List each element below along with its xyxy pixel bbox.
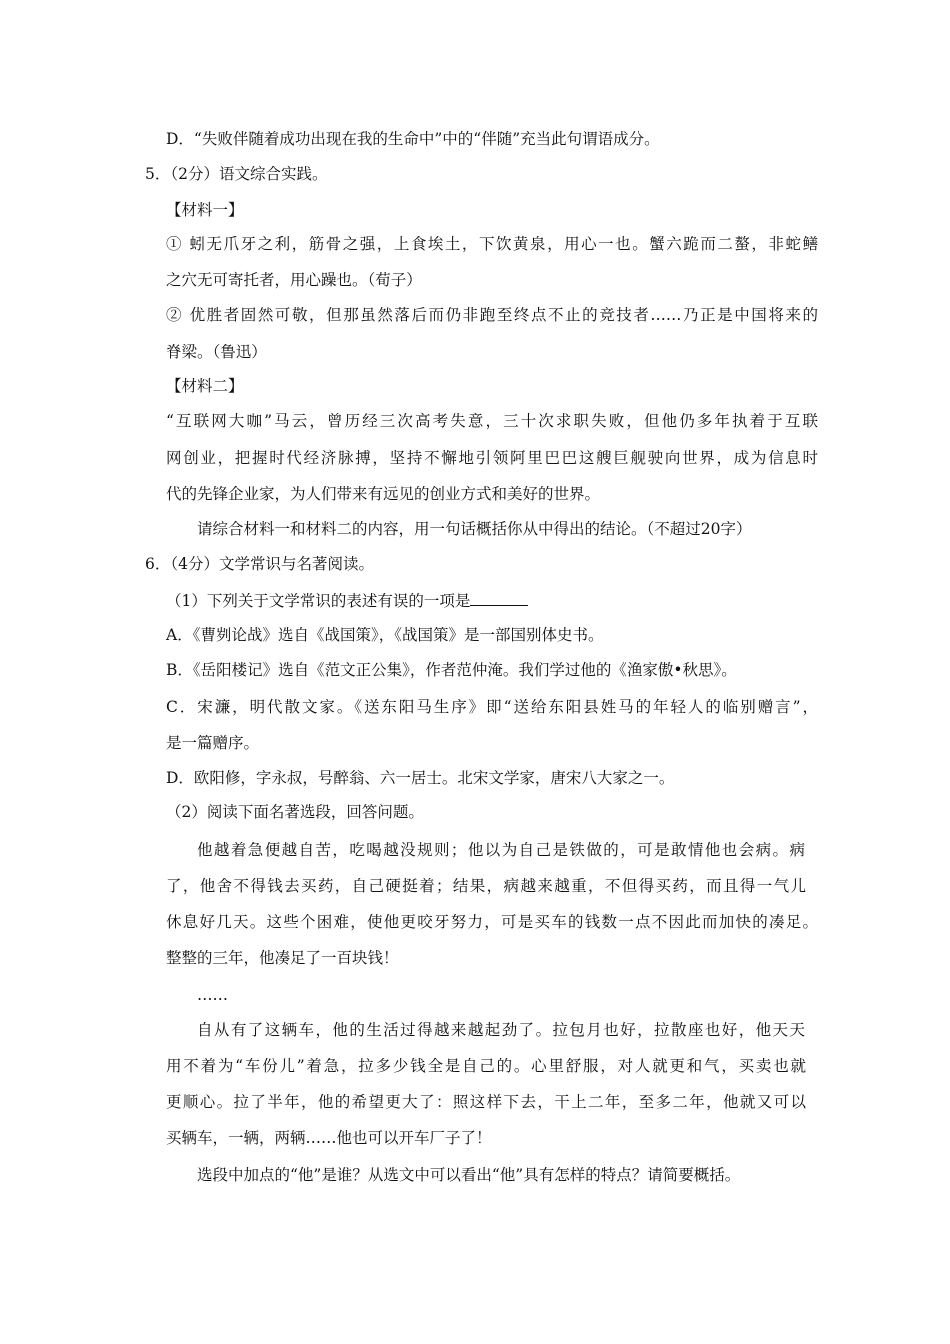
q6-question: 选段中加点的“他”是谁？从选文中可以看出“他”具有怎样的特点？请简要概括。 xyxy=(197,1166,741,1184)
q5-m1-line3: ② 优胜者固然可敬，但那虽然落后而仍非跑至终点不止的竞技者……乃正是中国将来的 xyxy=(166,306,818,324)
q5-m1-line2: 之穴无可寄托者，用心躁也。（荀子） xyxy=(166,271,422,289)
passage-p1-line2: 了，他舍不得钱去买药，自己硬挺着；结果，病越来越重，不但得买药，而且得一气儿 xyxy=(166,877,806,895)
q5-m2-line3: 代的先锋企业家，为人们带来有远见的创业方式和美好的世界。 xyxy=(166,485,601,503)
q5-task: 请综合材料一和材料二的内容，用一句话概括你从中得出的结论。（不超过20字） xyxy=(197,520,752,538)
q5-material1-title: 【材料一】 xyxy=(166,201,244,219)
passage-ellipsis: …… xyxy=(197,986,228,1004)
q6-option-c-line2: 是一篇赠序。 xyxy=(166,734,260,752)
passage-p2-line4: 买辆车，一辆，两辆……他也可以开车厂子了！ xyxy=(166,1129,492,1147)
q6-sub1-text: （1）下列关于文学常识的表述有误的一项是 xyxy=(166,592,471,610)
passage-p2-line1: 自从有了这辆车，他的生活过得越来越起劲了。拉包月也好，拉散座也好，他天天 xyxy=(197,1021,805,1039)
passage-p2-line3: 更顺心。拉了半年，他的希望更大了：照这样下去，干上二年，至多二年，他就又可以 xyxy=(166,1093,806,1111)
passage-p1-line3: 休息好几天。这些个困难，使他更咬牙努力，可是买车的钱数一点不因此而加快的凑足。 xyxy=(166,913,818,931)
q5-m1-line1: ① 蚓无爪牙之利，筋骨之强，上食埃土，下饮黄泉，用心一也。蟹六跪而二螯，非蛇鳝 xyxy=(166,235,818,253)
q6-header: 6．（4分）文学常识与名著阅读。 xyxy=(145,555,374,573)
q5-m2-line2: 网创业，把握时代经济脉搏，坚持不懈地引领阿里巴巴这艘巨舰驶向世界，成为信息时 xyxy=(166,449,818,467)
q6-option-c-line1: C．宋濂，明代散文家。《送东阳马生序》即“送给东阳县姓马的年轻人的临别赠言”， xyxy=(166,698,818,716)
passage-p1-line4: 整整的三年，他凑足了一百块钱！ xyxy=(166,949,399,967)
q6-option-a: A．《曹刿论战》选自《战国策》，《战国策》是一部国别体史书。 xyxy=(166,626,604,644)
answer-blank[interactable] xyxy=(470,588,528,606)
q4-option-d: D．“失败伴随着成功出现在我的生命中”中的“伴随”充当此句谓语成分。 xyxy=(166,130,660,148)
passage-p1-line1: 他越着急便越自苦，吃喝越没规则；他以为自己是铁做的，可是敢情他也会病。病 xyxy=(197,841,805,859)
passage-p2-line2: 用不着为“车份儿”着急，拉多少钱全是自己的。心里舒服，对人就更和气，买卖也就 xyxy=(166,1057,806,1075)
q5-m1-line4: 脊梁。（鲁迅） xyxy=(166,343,267,361)
q6-option-b: B．《岳阳楼记》选自《范文正公集》，作者范仲淹。我们学过他的《渔家傲•秋思》。 xyxy=(166,661,737,679)
q5-m2-line1: “互联网大咖”马云，曾历经三次高考失意，三十次求职失败，但他仍多年执着于互联 xyxy=(166,412,818,430)
q5-header: 5．（2分）语文综合实践。 xyxy=(145,165,328,183)
q6-sub1 xyxy=(166,588,528,612)
q6-option-d: D．欧阳修，字永叔，号醉翁、六一居士。北宋文学家，唐宋八大家之一。 xyxy=(166,769,675,787)
q5-material2-title: 【材料二】 xyxy=(166,377,244,395)
q6-sub2: （2）阅读下面名著选段，回答问题。 xyxy=(166,803,424,821)
